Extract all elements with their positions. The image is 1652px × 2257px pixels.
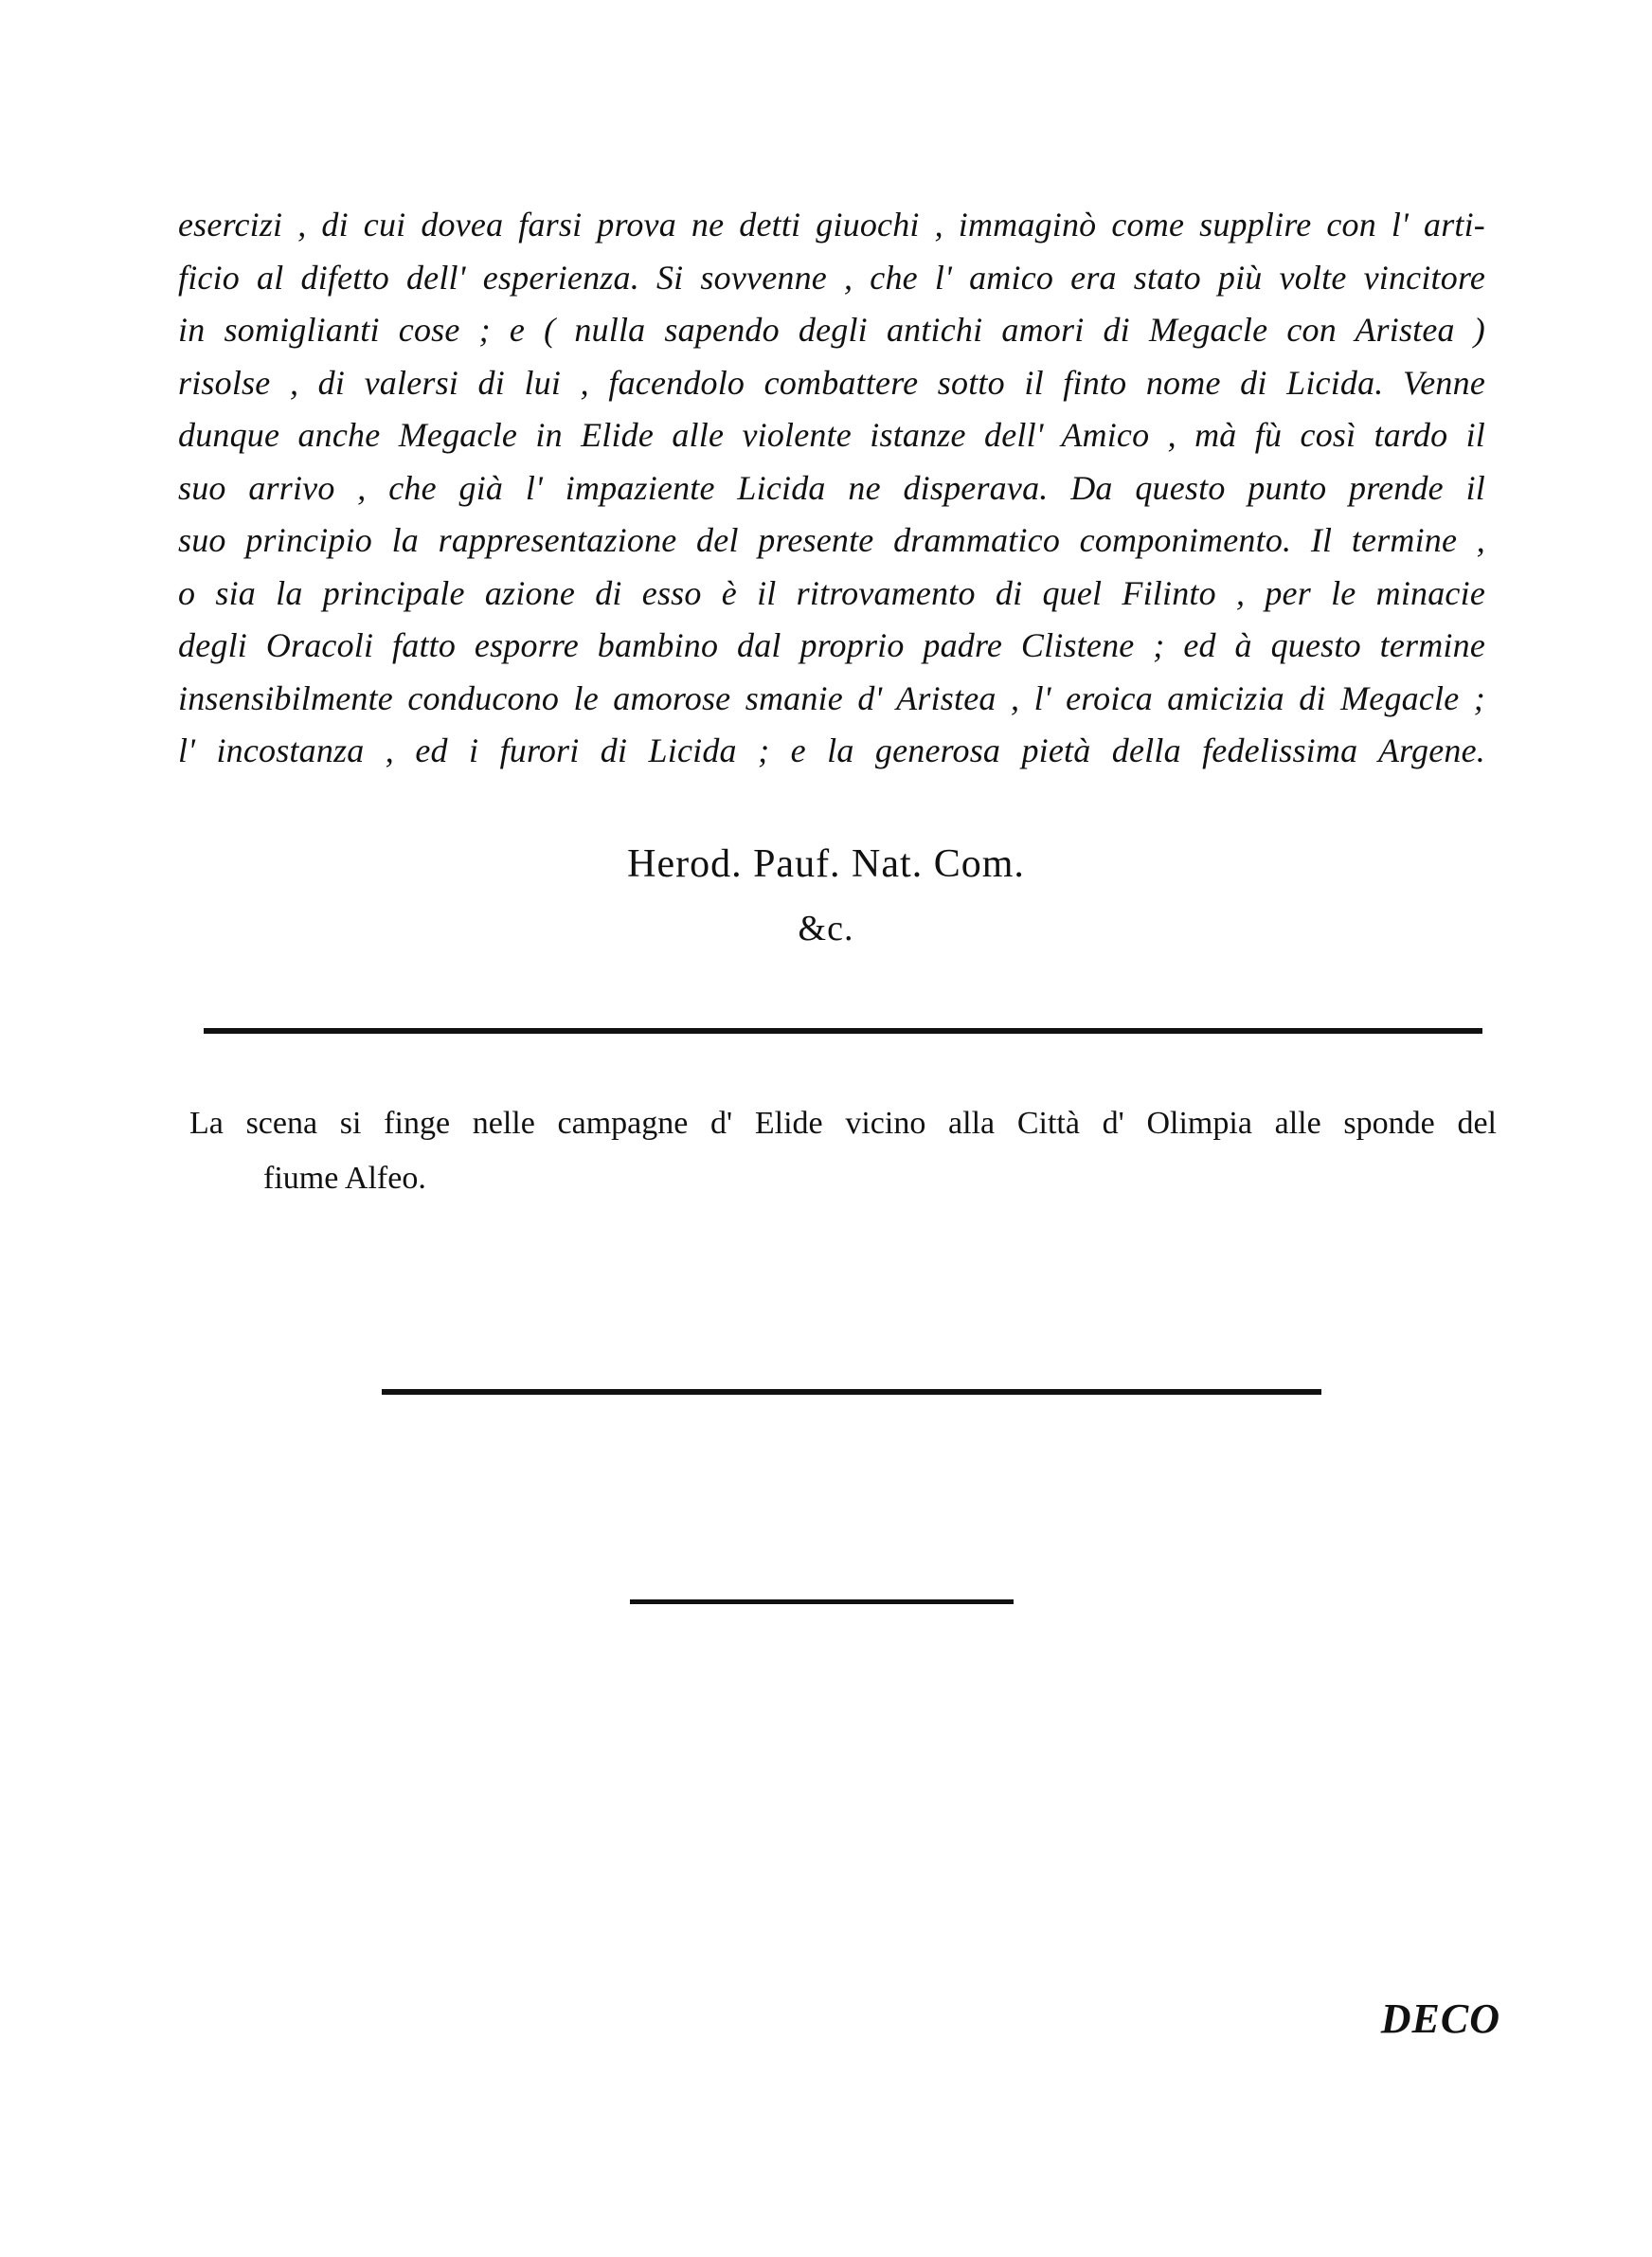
paragraph-line: suo arrivo , che già l' impaziente Licida ne disperava. Da questo punto prende il <box>178 468 1485 507</box>
source-citation: Herod. Pauf. Nat. Com. <box>627 842 1025 886</box>
paragraph-line: degli Oracoli fatto esporre bambino dal proprio padre Clistene ; ed à questo termine <box>178 626 1485 664</box>
paragraph-line: dunque anche Megacle in Elide alle violente istanze dell' Amico , mà fù così tardo il <box>178 416 1485 454</box>
catchword: DECO <box>1380 1995 1500 2042</box>
scene-setting <box>189 1096 1497 1206</box>
paragraph-line: esercizi , di cui dovea farsi prova ne detti giuochi , immaginò come supplire con l' arti- <box>178 206 1485 244</box>
paragraph-line: o sia la principale azione di esso è il ritrovamento di quel Filinto , per le minacie <box>178 573 1485 612</box>
section-divider <box>382 1389 1321 1395</box>
paragraph-line: risolse , di valersi di lui , facendolo combattere sotto il finto nome di Licida. Venne <box>178 363 1485 402</box>
paragraph-line: insensibilmente conducono le amorose smanie d' Aristea , l' eroica amicizia di Megacle ; <box>178 678 1485 717</box>
section-divider <box>204 1028 1482 1034</box>
scene-line: La scena si finge nelle campagne d' Elide vicino alla Città d' Olimpia alle sponde del <box>189 1106 1497 1141</box>
paragraph-line: ficio al difetto dell' esperienza. Si sovvenne , che l' amico era stato più volte vincitore <box>178 258 1485 297</box>
scene-line: fiume Alfeo. <box>263 1161 426 1196</box>
paragraph-line: suo principio la rappresentazione del presente drammatico componimento. Il termine , <box>178 521 1485 559</box>
paragraph-line: in somiglianti cose ; e ( nulla sapendo degli antichi amori di Megacle con Aristea ) <box>178 311 1485 349</box>
argument-paragraph <box>178 199 1485 778</box>
citation-etcetera: &c. <box>798 909 854 948</box>
end-divider <box>630 1599 1014 1604</box>
paragraph-line: l' incostanza , ed i furori di Licida ; e la generosa pietà della fedelissima Argene. <box>178 731 1485 769</box>
